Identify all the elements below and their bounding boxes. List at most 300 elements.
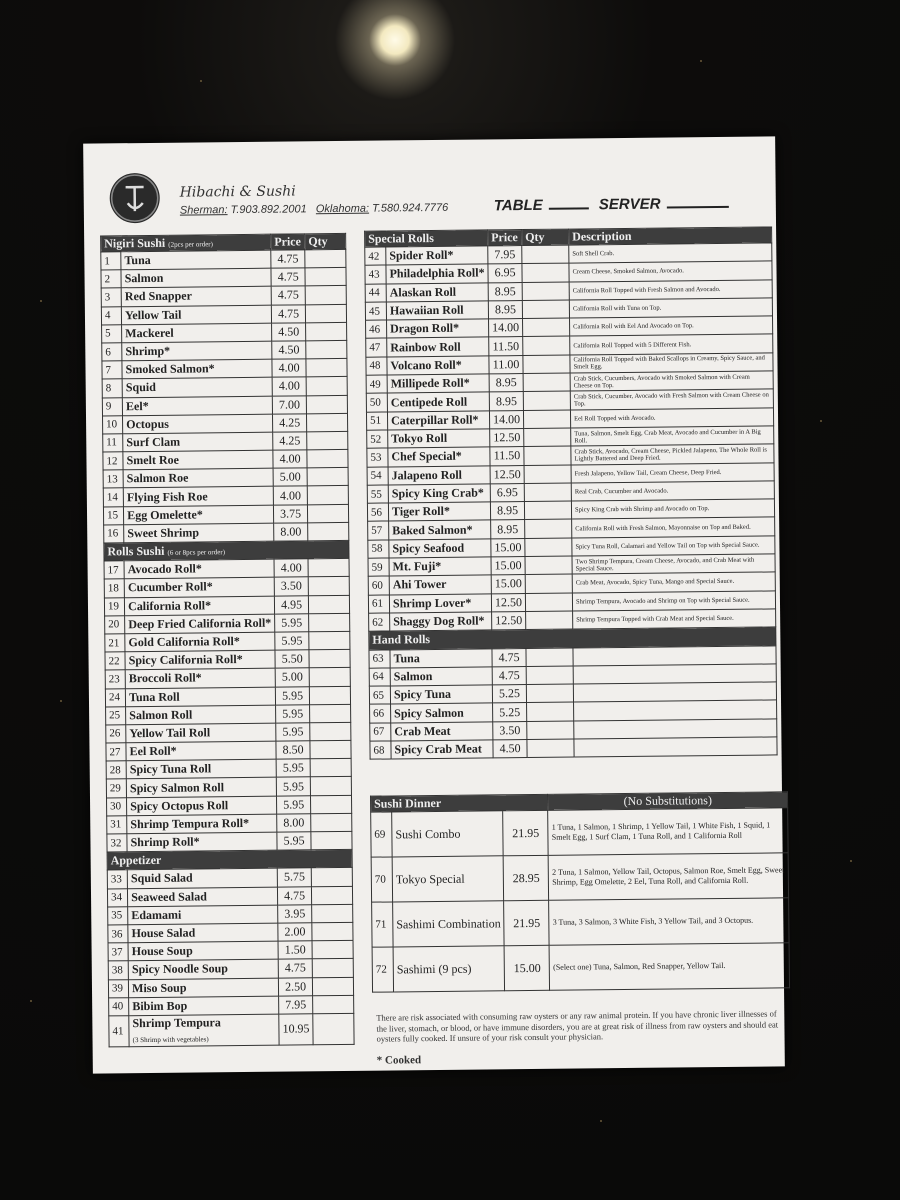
qty-cell[interactable] — [526, 666, 573, 685]
item-number: 32 — [107, 834, 127, 852]
item-name: Miso Soup — [129, 978, 279, 998]
item-number: 59 — [368, 558, 389, 577]
item-price: 2.00 — [278, 923, 312, 942]
qty-cell[interactable] — [522, 300, 569, 319]
item-number: 48 — [366, 357, 387, 376]
item-name: Spicy Tuna — [390, 685, 492, 704]
item-price: 4.75 — [271, 268, 305, 287]
qty-cell[interactable] — [523, 391, 570, 410]
item-price: 7.95 — [279, 995, 313, 1014]
item-name: Salmon — [121, 268, 271, 288]
qty-cell[interactable] — [310, 759, 351, 778]
item-name: Spider Roll* — [386, 246, 488, 265]
item-number: 19 — [104, 597, 124, 615]
item-number: 18 — [104, 579, 124, 597]
item-number: 46 — [366, 320, 387, 339]
item-number: 3 — [101, 288, 121, 306]
item-name: Tiger Roll* — [388, 502, 490, 521]
item-price: 5.95 — [276, 759, 310, 778]
item-name: Cucumber Roll* — [124, 578, 274, 598]
item-description: California Roll Topped with Fresh Salmon and Avocado. — [569, 280, 772, 300]
item-description: (Select one) Tuna, Salmon, Red Snapper, Yellow Tail. — [549, 943, 789, 991]
item-description: Shrimp Tempura Topped with Crab Meat and Special Sauce. — [573, 609, 776, 629]
item-price: 14.00 — [489, 319, 523, 338]
dinner-header: Sushi Dinner — [370, 794, 548, 812]
item-name: Mackerel — [122, 323, 272, 343]
qty-cell[interactable] — [524, 446, 571, 465]
item-description: California Roll with Tuna on Top. — [569, 298, 772, 318]
qty-cell[interactable] — [307, 431, 348, 450]
item-number: 4 — [101, 306, 121, 324]
qty-cell[interactable] — [524, 465, 571, 484]
item-number: 45 — [365, 302, 386, 321]
item-price: 4.95 — [274, 595, 308, 614]
item-name: House Salad — [128, 923, 278, 943]
item-name: Yellow Tail — [121, 305, 271, 325]
item-number: 44 — [365, 284, 386, 303]
qty-cell[interactable] — [309, 668, 350, 687]
item-name: Salmon Roll — [126, 705, 276, 725]
item-price: 4.75 — [271, 304, 305, 323]
item-description: Soft Shell Crab. — [569, 243, 772, 263]
item-number: 50 — [366, 393, 387, 412]
qty-cell[interactable] — [310, 704, 351, 723]
qty-cell[interactable] — [311, 795, 352, 814]
item-number: 51 — [366, 412, 387, 431]
item-number: 25 — [106, 706, 126, 724]
menu-item-row[interactable] — [109, 1013, 354, 1047]
qty-cell[interactable] — [311, 813, 352, 832]
item-number: 64 — [369, 668, 390, 687]
cooked-legend: * Cooked — [376, 1054, 422, 1067]
item-price: 4.75 — [278, 886, 312, 905]
qty-cell[interactable] — [525, 538, 572, 557]
item-number: 20 — [105, 615, 125, 633]
qty-cell[interactable] — [525, 520, 572, 539]
item-number: 30 — [106, 797, 126, 815]
qty-cell[interactable] — [305, 304, 346, 323]
qty-cell[interactable] — [524, 483, 571, 502]
qty-cell[interactable] — [312, 959, 353, 978]
blank-description — [574, 700, 777, 720]
qty-cell[interactable] — [527, 702, 574, 721]
col-price: Price — [271, 234, 305, 250]
item-number: 10 — [102, 415, 122, 433]
item-number: 56 — [367, 503, 388, 522]
sushi-dinner-table — [370, 791, 790, 992]
raw-food-warning: There are risk associated with consuming raw oysters or any raw animal protein. If you have chronic liver illnesses of the liver, stomach, or blood, or have immune disorders, you are at great risk of illness from raw oysters and should eat oysters fully cooked. If unsure of your risk consult your physician. — [376, 1008, 779, 1044]
item-name: House Soup — [128, 941, 278, 961]
qty-cell[interactable] — [523, 337, 570, 356]
item-number: 37 — [108, 943, 128, 961]
item-description: California Roll with Eel And Avocado on Top. — [570, 316, 773, 336]
item-number: 38 — [108, 961, 128, 979]
item-name: Eel Roll* — [126, 741, 276, 761]
item-number: 43 — [365, 265, 386, 284]
item-price: 3.50 — [274, 577, 308, 596]
item-name: Shrimp Roll* — [127, 832, 277, 852]
qty-cell[interactable] — [308, 504, 349, 523]
item-name: California Roll* — [125, 596, 275, 616]
qty-cell[interactable] — [525, 556, 572, 575]
item-name: Tuna Roll — [125, 687, 275, 707]
item-number: 67 — [370, 723, 391, 742]
item-price: 12.50 — [490, 429, 524, 448]
item-price: 11.50 — [489, 337, 523, 356]
item-name: Salmon Roe — [123, 468, 273, 488]
table-label: TABLE — [493, 196, 543, 215]
item-price: 5.95 — [276, 777, 310, 796]
item-name: Tokyo Roll — [388, 429, 490, 448]
item-number: 6 — [102, 343, 122, 361]
item-price: 4.50 — [272, 323, 306, 342]
item-name: Tuna — [390, 648, 492, 667]
item-name: Sushi Combo — [392, 811, 504, 857]
item-number: 29 — [106, 779, 126, 797]
item-price: 15.00 — [491, 557, 525, 576]
item-price: 8.95 — [490, 502, 524, 521]
qty-cell[interactable] — [523, 318, 570, 337]
item-number: 65 — [369, 686, 390, 705]
qty-cell[interactable] — [313, 1013, 354, 1044]
item-number: 35 — [108, 906, 128, 924]
item-name: Shrimp Tempura Roll* — [127, 814, 277, 834]
item-price: 5.00 — [275, 668, 309, 687]
qty-cell[interactable] — [310, 740, 351, 759]
item-name: Shrimp Lover* — [389, 594, 491, 613]
item-number: 53 — [367, 448, 388, 467]
qty-cell[interactable] — [524, 428, 571, 447]
col-price: Price — [488, 230, 522, 246]
menu-sheet — [83, 136, 785, 1073]
item-price: 8.95 — [488, 282, 522, 301]
item-description: Two Shrimp Tempura, Cream Cheese, Avocado, and Crab Meat with Special Sauce. — [572, 554, 775, 574]
qty-cell[interactable] — [525, 593, 572, 612]
qty-cell[interactable] — [309, 650, 350, 669]
item-number: 2 — [101, 270, 121, 288]
item-number: 34 — [107, 888, 127, 906]
item-name: Mt. Fuji* — [389, 557, 491, 576]
qty-cell[interactable] — [312, 904, 353, 923]
item-number: 11 — [103, 434, 123, 452]
item-number: 1 — [101, 252, 121, 270]
item-description: Shrimp Tempura, Avocado and Shrimp on Top with Special Sauce. — [572, 591, 775, 611]
item-number: 33 — [107, 870, 127, 888]
qty-cell[interactable] — [313, 995, 354, 1014]
qty-cell[interactable] — [308, 522, 349, 541]
item-name: Yellow Tail Roll — [126, 723, 276, 743]
item-name: Volcano Roll* — [387, 356, 489, 375]
item-price: 8.95 — [489, 374, 523, 393]
item-price: 5.95 — [275, 614, 309, 633]
item-price: 3.75 — [274, 504, 308, 523]
item-name: Spicy Salmon Roll — [126, 778, 276, 798]
item-price: 5.95 — [277, 795, 311, 814]
item-number: 40 — [109, 997, 129, 1015]
menu-item-row[interactable] — [370, 737, 777, 760]
item-name: Spicy Noodle Soup — [128, 959, 278, 979]
qty-cell[interactable] — [308, 595, 349, 614]
item-description: Spicy King Crab with Shrimp and Avocado on Top. — [571, 499, 774, 519]
dinner-item-row[interactable] — [371, 853, 788, 902]
qty-cell[interactable] — [308, 559, 349, 578]
item-number: 42 — [365, 247, 386, 266]
item-price: 21.95 — [503, 810, 548, 855]
server-label: SERVER — [598, 195, 661, 214]
item-price: 15.00 — [491, 575, 525, 594]
item-name: Seaweed Salad — [128, 887, 278, 907]
item-name: Spicy Seafood — [389, 539, 491, 558]
item-name: Sweet Shrimp — [124, 523, 274, 543]
brand-name: Hibachi & Sushi — [179, 183, 296, 201]
item-price: 10.95 — [279, 1014, 313, 1045]
dinner-note: (No Substitutions) — [548, 792, 788, 811]
qty-cell[interactable] — [312, 940, 353, 959]
item-price: 15.00 — [504, 945, 549, 990]
item-price: 15.00 — [491, 538, 525, 557]
nigiri-header: Nigiri Sushi (2pcs per order) — [101, 234, 271, 252]
item-number: 26 — [106, 725, 126, 743]
qty-cell[interactable] — [306, 377, 347, 396]
qty-cell[interactable] — [523, 410, 570, 429]
item-name: Tokyo Special — [392, 856, 504, 902]
item-name: Flying Fish Roe — [123, 487, 273, 507]
item-name: Spicy Octopus Roll — [127, 796, 277, 816]
qty-cell[interactable] — [311, 831, 352, 850]
qty-cell[interactable] — [306, 322, 347, 341]
qty-cell[interactable] — [309, 631, 350, 650]
special-header: Special Rolls — [365, 230, 488, 247]
item-number: 15 — [103, 506, 123, 524]
blank-description — [573, 682, 776, 702]
item-price: 8.00 — [274, 523, 308, 542]
item-number: 8 — [102, 379, 122, 397]
item-number: 13 — [103, 470, 123, 488]
item-price: 3.95 — [278, 905, 312, 924]
item-name: Octopus — [123, 414, 273, 434]
item-price: 6.95 — [490, 483, 524, 502]
item-name: Deep Fried California Roll* — [125, 614, 275, 634]
qty-cell[interactable] — [312, 886, 353, 905]
item-number: 5 — [102, 325, 122, 343]
table-blank[interactable] — [549, 207, 589, 209]
item-number: 61 — [368, 595, 389, 614]
item-description: California Roll with Fresh Salmon, Mayonnaise on Top and Baked. — [572, 517, 775, 537]
col-qty: Qty — [305, 233, 346, 249]
item-price: 4.25 — [273, 414, 307, 433]
item-price: 11.00 — [489, 355, 523, 374]
item-price: 8.50 — [276, 741, 310, 760]
qty-cell[interactable] — [307, 468, 348, 487]
item-number: 72 — [372, 947, 393, 992]
item-description: Crab Stick, Cucumbers, Avocado with Smoked Salmon with Cream Cheese on Top. — [570, 371, 773, 391]
item-number: 71 — [372, 902, 393, 947]
qty-cell[interactable] — [310, 722, 351, 741]
item-number: 31 — [107, 816, 127, 834]
item-price: 12.50 — [492, 611, 526, 630]
item-price: 7.00 — [272, 395, 306, 414]
item-name: Rainbow Roll — [387, 337, 489, 356]
qty-cell[interactable] — [525, 574, 572, 593]
item-name: Spicy Tuna Roll — [126, 759, 276, 779]
item-name: Caterpillar Roll* — [387, 411, 489, 430]
rolls-section-header: Rolls Sushi (6 or 8pcs per order) — [104, 540, 349, 561]
item-description: 2 Tuna, 1 Salmon, Yellow Tail, Octopus, Salmon Roe, Smelt Egg, Sweet Shrimp, Egg Omelette, 2 Eel, Tuna Roll, and California Roll. — [548, 853, 788, 901]
item-price: 28.95 — [503, 855, 548, 900]
item-name: Tuna — [121, 250, 271, 270]
dinner-item-row[interactable] — [372, 943, 789, 992]
item-price: 11.50 — [490, 447, 524, 466]
qty-cell[interactable] — [305, 268, 346, 287]
item-name: Spicy King Crab* — [388, 484, 490, 503]
item-name: Millipede Roll* — [387, 374, 489, 393]
qty-cell[interactable] — [305, 249, 346, 268]
item-name: Salmon — [390, 667, 492, 686]
item-price: 5.95 — [275, 632, 309, 651]
item-description: Eel Roll Topped with Avocado. — [570, 408, 773, 428]
blank-description — [574, 737, 777, 757]
item-price: 4.50 — [272, 341, 306, 360]
item-number: 16 — [104, 525, 124, 543]
item-price: 4.75 — [271, 250, 305, 269]
item-description: Real Crab, Cucumber and Avocado. — [571, 481, 774, 501]
server-blank[interactable] — [667, 206, 729, 209]
item-name: Sashimi Combination — [393, 901, 505, 947]
item-price: 4.00 — [273, 486, 307, 505]
qty-cell[interactable] — [523, 355, 570, 374]
item-price: 5.95 — [275, 686, 309, 705]
qty-cell[interactable] — [305, 286, 346, 305]
item-number: 17 — [104, 561, 124, 579]
qty-cell[interactable] — [307, 449, 348, 468]
item-name: Spicy Salmon — [391, 703, 493, 722]
qty-cell[interactable] — [526, 684, 573, 703]
dinner-item-row[interactable] — [371, 808, 788, 857]
qty-cell[interactable] — [306, 395, 347, 414]
item-price: 5.25 — [493, 703, 527, 722]
item-number: 62 — [369, 613, 390, 632]
col-description: Description — [569, 227, 772, 245]
item-description: Cream Cheese, Smoked Salmon, Avocado. — [569, 261, 772, 281]
item-price: 5.95 — [276, 723, 310, 742]
item-number: 14 — [103, 488, 123, 506]
item-price: 4.75 — [271, 286, 305, 305]
qty-cell[interactable] — [309, 613, 350, 632]
qty-cell[interactable] — [309, 686, 350, 705]
item-price: 12.50 — [491, 593, 525, 612]
item-number: 27 — [106, 743, 126, 761]
item-number: 36 — [108, 925, 128, 943]
item-number: 69 — [371, 812, 392, 857]
item-name: Hawaiian Roll — [386, 301, 488, 320]
item-price: 8.95 — [489, 392, 523, 411]
restaurant-logo — [109, 173, 160, 224]
qty-cell[interactable] — [307, 486, 348, 505]
item-number: 49 — [366, 375, 387, 394]
qty-cell[interactable] — [312, 922, 353, 941]
qty-cell[interactable] — [312, 977, 353, 996]
qty-cell[interactable] — [522, 263, 569, 282]
qty-cell[interactable] — [526, 648, 573, 667]
left-menu-table — [100, 233, 354, 1047]
item-number: 47 — [366, 338, 387, 357]
special-rolls-table — [364, 226, 778, 760]
item-price: 4.75 — [278, 959, 312, 978]
qty-cell[interactable] — [522, 282, 569, 301]
item-description: Crab Stick, Avocado, Cream Cheese, Pickled Jalapeno, The Whole Roll is Lightly Battered and Deep Fried. — [571, 444, 774, 464]
item-number: 63 — [369, 649, 390, 668]
item-price: 14.00 — [489, 410, 523, 429]
item-description: Crab Meat, Avocado, Spicy Tuna, Mango and Special Sauce. — [572, 572, 775, 592]
item-number: 24 — [105, 688, 125, 706]
item-price: 5.95 — [276, 704, 310, 723]
item-price: 1.50 — [278, 941, 312, 960]
qty-cell[interactable] — [526, 611, 573, 630]
qty-cell[interactable] — [527, 739, 574, 758]
item-price: 5.75 — [277, 868, 311, 887]
item-number: 7 — [102, 361, 122, 379]
qty-cell[interactable] — [311, 868, 352, 887]
qty-cell[interactable] — [308, 577, 349, 596]
item-price: 21.95 — [504, 900, 549, 945]
item-name: Shaggy Dog Roll* — [390, 612, 492, 631]
dinner-item-row[interactable] — [372, 898, 789, 947]
col-qty: Qty — [522, 229, 569, 245]
item-name: Broccoli Roll* — [125, 668, 275, 688]
blank-description — [573, 645, 776, 665]
item-number: 12 — [103, 452, 123, 470]
item-number: 58 — [368, 540, 389, 559]
item-description: 3 Tuna, 3 Salmon, 3 White Fish, 3 Yellow Tail, and 3 Octopus. — [549, 898, 789, 946]
item-description: California Roll Topped with Baked Scallops in Creamy, Spicy Sauce, and Smelt Egg. — [570, 353, 773, 373]
item-name: Gold California Roll* — [125, 632, 275, 652]
item-name: Edamami — [128, 905, 278, 925]
qty-cell[interactable] — [523, 373, 570, 392]
qty-cell[interactable] — [306, 359, 347, 378]
qty-cell[interactable] — [306, 340, 347, 359]
item-number: 9 — [102, 397, 122, 415]
item-price: 4.75 — [492, 648, 526, 667]
item-description: Tuna, Salmon, Smelt Egg, Crab Meat, Avocado and Cucumber in A Big Roll. — [571, 426, 774, 446]
item-name: Bibim Bop — [129, 996, 279, 1016]
item-name: Alaskan Roll — [386, 283, 488, 302]
qty-cell[interactable] — [307, 413, 348, 432]
item-name: Spicy California Roll* — [125, 650, 275, 670]
item-number: 39 — [108, 979, 128, 997]
item-description: Fresh Jalapeno, Yellow Tail, Cream Cheese, Deep Fried. — [571, 462, 774, 482]
item-name: Jalapeno Roll — [388, 465, 490, 484]
item-number: 55 — [367, 485, 388, 504]
item-description: Spicy Tuna Roll, Calamari and Yellow Tail on Top with Special Sauce. — [572, 536, 775, 556]
item-price: 5.50 — [275, 650, 309, 669]
qty-cell[interactable] — [522, 245, 569, 264]
item-number: 54 — [367, 467, 388, 486]
item-price: 8.95 — [491, 520, 525, 539]
qty-cell[interactable] — [524, 501, 571, 520]
item-price: 6.95 — [488, 264, 522, 283]
item-price: 2.50 — [278, 977, 312, 996]
item-name: Smoked Salmon* — [122, 359, 272, 379]
qty-cell[interactable] — [310, 777, 351, 796]
item-name: Ahi Tower — [389, 575, 491, 594]
item-number: 41 — [109, 1016, 129, 1047]
item-description: 1 Tuna, 1 Salmon, 1 Shrimp, 1 Yellow Tail, 1 White Fish, 1 Squid, 1 Smelt Egg, 1 Surf Clam, 1 Tuna Roll, and 1 California Roll — [548, 808, 788, 856]
item-number: 52 — [367, 430, 388, 449]
table-server-fields — [494, 195, 735, 215]
item-price: 7.95 — [488, 246, 522, 265]
item-name: Avocado Roll* — [124, 559, 274, 579]
qty-cell[interactable] — [527, 721, 574, 740]
